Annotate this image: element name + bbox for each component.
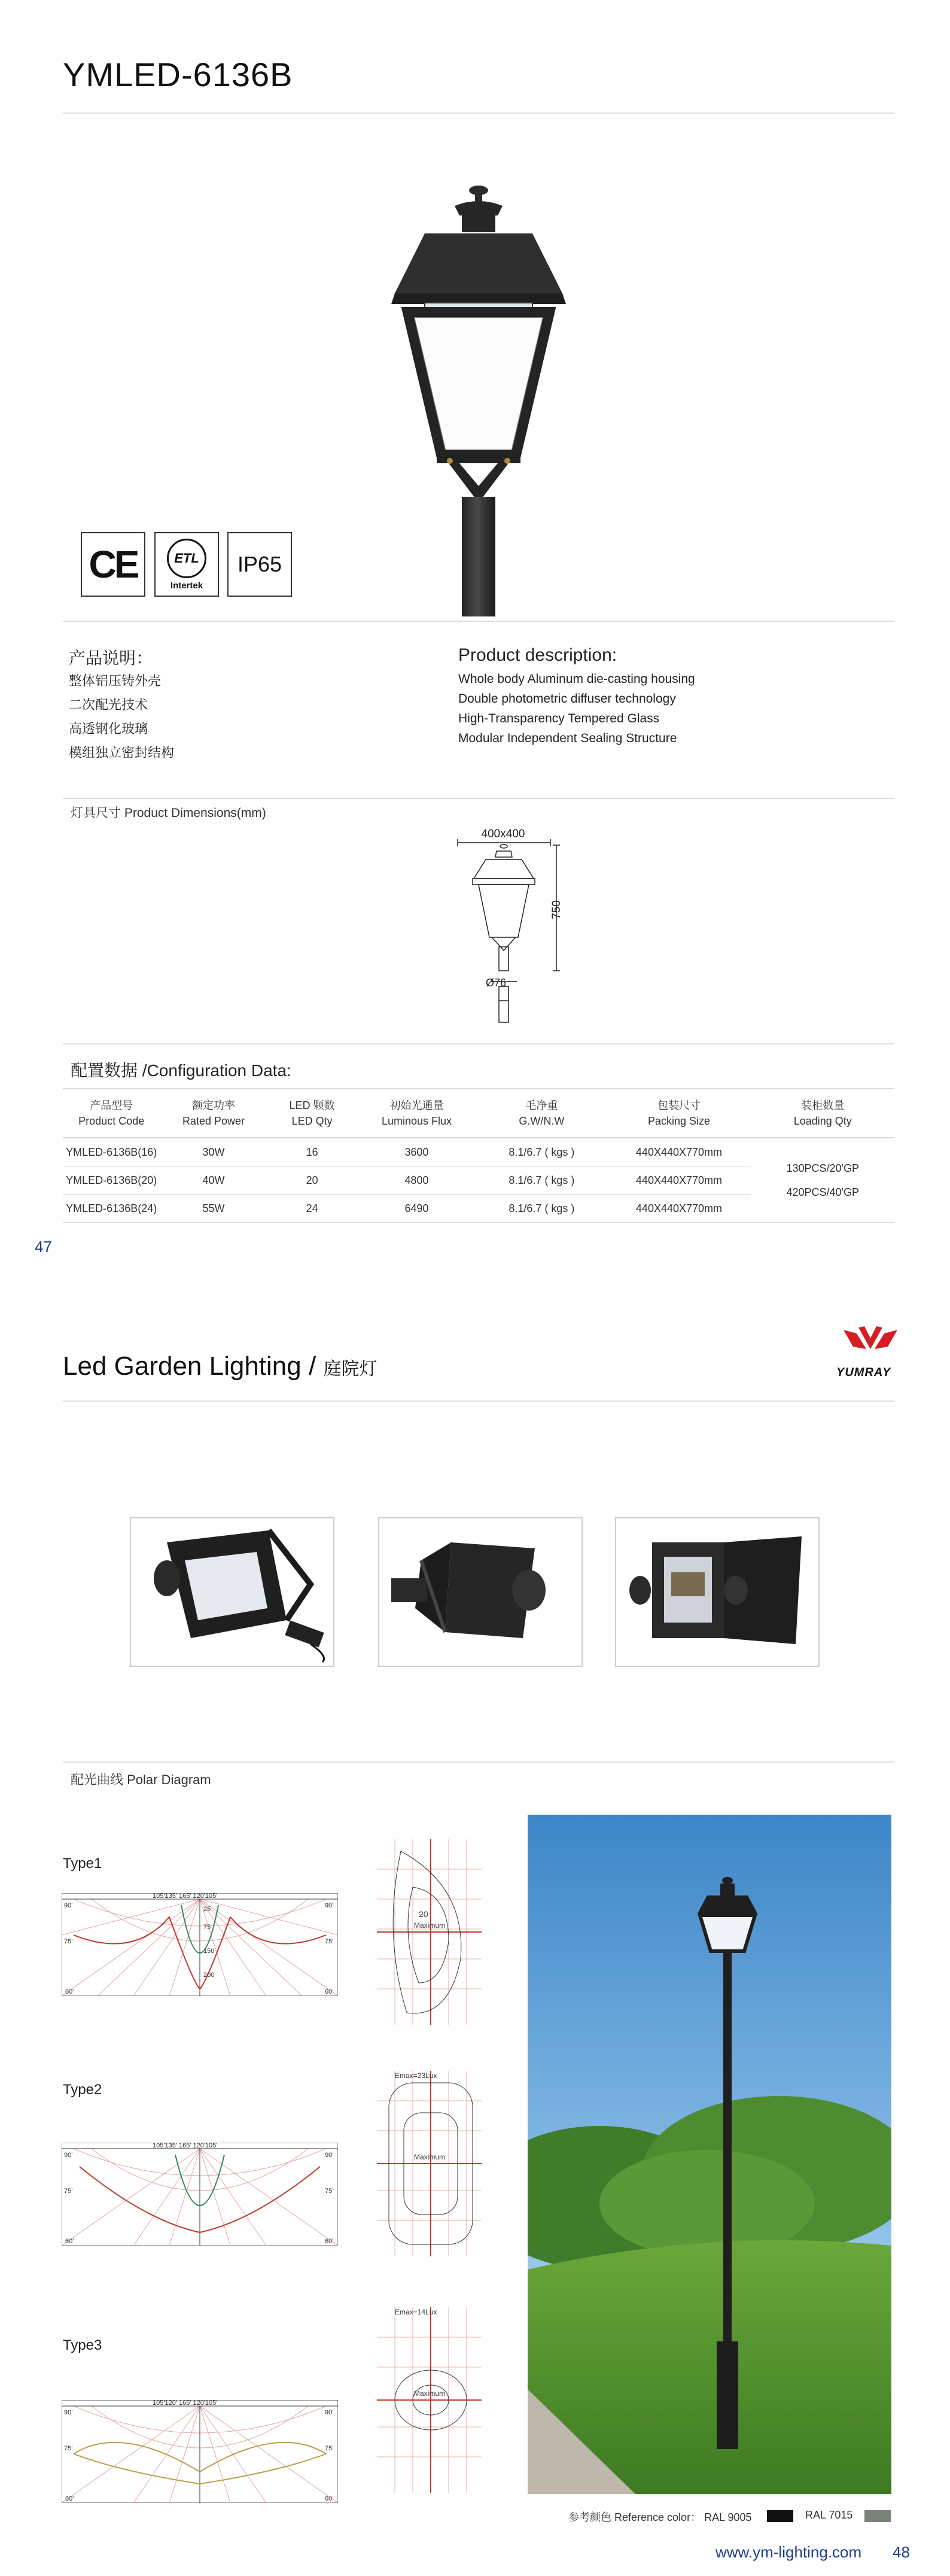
svg-text:75': 75' xyxy=(64,1938,73,1945)
detail-photo-1 xyxy=(130,1517,334,1667)
reference-label: 参考颜色 Reference color： xyxy=(568,2511,702,2523)
svg-text:25: 25 xyxy=(203,1906,211,1913)
section-divider xyxy=(63,1401,894,1402)
cell-flux: 6490 xyxy=(357,1195,477,1223)
col-weight: 毛净重 G.W/N.W xyxy=(476,1089,607,1138)
cert-divider xyxy=(63,621,894,622)
cell-packing: 440X440X770mm xyxy=(607,1167,751,1195)
type2-emax-label: Emax=23Lux xyxy=(395,2071,437,2080)
type3-label: Type3 xyxy=(63,2337,102,2353)
svg-text:60': 60' xyxy=(65,1988,74,1995)
cell-led: 24 xyxy=(267,1195,357,1223)
dimensions-heading: 灯具尺寸 Product Dimensions(mm) xyxy=(71,806,266,820)
svg-text:20: 20 xyxy=(419,1909,428,1919)
desc-en-heading: Product description: xyxy=(458,645,617,665)
cell-code: YMLED-6136B(20) xyxy=(63,1167,160,1195)
col-loading-qty: 装柜数量 Loading Qty xyxy=(751,1089,894,1138)
config-heading: 配置数据 /Configuration Data: xyxy=(71,1061,291,1080)
desc-cn-item: 整体铝压铸外壳 xyxy=(69,673,162,688)
desc-en-item: High-Transparency Tempered Glass xyxy=(458,712,660,725)
detail-photo-1-image xyxy=(131,1518,333,1666)
col-rated-power: 额定功率 Rated Power xyxy=(160,1089,267,1138)
table-row xyxy=(63,1138,894,1167)
svg-text:90': 90' xyxy=(64,1902,73,1909)
reference-c1: RAL 9005 xyxy=(704,2511,752,2523)
desc-en-list xyxy=(458,669,695,748)
svg-text:60': 60' xyxy=(65,2495,74,2502)
svg-text:75': 75' xyxy=(325,1938,334,1945)
svg-text:90': 90' xyxy=(325,2409,334,2416)
type1-polar-chart xyxy=(62,1893,338,1996)
svg-text:90': 90' xyxy=(325,1902,334,1909)
col-luminous-flux: 初始光通量 Luminous Flux xyxy=(357,1089,477,1138)
page-number-47: 47 xyxy=(35,1238,52,1256)
type3-emax-label: Emax=14Lux xyxy=(395,2308,437,2316)
footer-url[interactable]: www.ym-lighting.com xyxy=(715,2543,862,2561)
svg-text:105'135' 165' 120'105': 105'135' 165' 120'105' xyxy=(153,2143,218,2149)
dimensions-divider xyxy=(63,1043,894,1044)
dim-width-label: 400x400 xyxy=(481,828,525,840)
section-title-cn: 庭院灯 xyxy=(323,1359,377,1379)
svg-text:75': 75' xyxy=(325,2445,334,2452)
type1-label: Type1 xyxy=(63,1855,102,1872)
svg-text:75: 75 xyxy=(203,1924,211,1931)
cell-weight: 8.1/6.7 ( kgs ) xyxy=(476,1138,607,1167)
lamp-product-image xyxy=(359,180,598,616)
svg-text:75': 75' xyxy=(64,2445,73,2452)
cell-packing: 440X440X770mm xyxy=(607,1195,751,1223)
col-product-code: 产品型号 Product Code xyxy=(63,1089,160,1138)
desc-cn-item: 二次配光技术 xyxy=(69,697,148,712)
svg-text:200: 200 xyxy=(203,1972,215,1979)
desc-en-item: Modular Independent Sealing Structure xyxy=(458,731,677,745)
cell-flux: 4800 xyxy=(357,1167,477,1195)
desc-cn-item: 模组独立密封结构 xyxy=(69,745,175,760)
type1-isolux-chart xyxy=(377,1839,482,2025)
svg-text:90': 90' xyxy=(325,2152,334,2159)
cell-weight: 8.1/6.7 ( kgs ) xyxy=(476,1167,607,1195)
svg-text:75': 75' xyxy=(325,2188,334,2195)
desc-cn-list xyxy=(69,669,174,765)
color-swatch-7015 xyxy=(864,2510,891,2522)
cell-led: 20 xyxy=(267,1167,357,1195)
config-table xyxy=(63,1088,894,1223)
type2-label: Type2 xyxy=(63,2082,102,2098)
type2-isolux-chart xyxy=(377,2071,482,2256)
svg-text:105'120' 165' 120'105': 105'120' 165' 120'105' xyxy=(153,2400,218,2407)
dimension-drawing xyxy=(455,821,574,1037)
reference-color xyxy=(568,2509,752,2525)
section-title-en: Led Garden Lighting xyxy=(63,1351,302,1381)
cell-loading: 130PCS/20'GP 420PCS/40'GP xyxy=(751,1138,894,1223)
type3-isolux-chart xyxy=(377,2307,482,2493)
type2-polar-chart xyxy=(62,2143,338,2246)
section-title-sep: / xyxy=(308,1351,316,1381)
desc-en-item: Double photometric diffuser technology xyxy=(458,692,676,706)
section-title xyxy=(63,1351,377,1381)
desc-cn-heading: 产品说明： xyxy=(69,649,153,667)
etl-cert-icon: ETL Intertek xyxy=(154,532,219,597)
cell-weight: 8.1/6.7 ( kgs ) xyxy=(476,1195,607,1223)
type3-polar-chart xyxy=(62,2400,338,2503)
page-number-48: 48 xyxy=(893,2543,910,2561)
cell-power: 55W xyxy=(160,1195,267,1223)
product-title: YMLED-6136B xyxy=(63,56,293,93)
cell-flux: 3600 xyxy=(357,1138,477,1167)
detail-photo-2-image xyxy=(379,1518,581,1666)
desc-divider xyxy=(63,798,894,799)
reference-c2: RAL 7015 xyxy=(805,2509,853,2521)
cell-power: 40W xyxy=(160,1167,267,1195)
svg-text:60': 60' xyxy=(65,2238,74,2245)
photos-divider xyxy=(63,1761,894,1763)
col-packing-size: 包装尺寸 Packing Size xyxy=(607,1089,751,1138)
svg-text:150: 150 xyxy=(203,1948,215,1955)
svg-text:90': 90' xyxy=(64,2409,73,2416)
svg-text:60': 60' xyxy=(325,2495,334,2502)
brand-name: YUMRAY xyxy=(836,1366,891,1379)
desc-cn-item: 高透钢化玻璃 xyxy=(69,721,148,736)
type2-maximum-label: Maximum xyxy=(414,2153,446,2161)
detail-photo-3-image xyxy=(616,1518,818,1666)
svg-text:75': 75' xyxy=(64,2188,73,2195)
ip65-cert-icon: IP65 xyxy=(227,532,292,597)
desc-en-item: Whole body Aluminum die-casting housing xyxy=(458,672,695,686)
col-led-qty: LED 颗数 LED Qty xyxy=(267,1089,357,1138)
type1-maximum-label: Maximum xyxy=(414,1921,446,1930)
svg-text:60': 60' xyxy=(325,1988,334,1995)
color-swatch-9005 xyxy=(767,2510,793,2522)
polar-heading: 配光曲线 Polar Diagram xyxy=(71,1772,211,1787)
dim-pole-label: Ø76 xyxy=(486,977,507,989)
cell-code: YMLED-6136B(24) xyxy=(63,1195,160,1223)
svg-text:60': 60' xyxy=(325,2238,334,2245)
cell-packing: 440X440X770mm xyxy=(607,1138,751,1167)
svg-text:90': 90' xyxy=(64,2152,73,2159)
ce-cert-icon: CE xyxy=(81,532,145,597)
type3-maximum-label: Maximum xyxy=(414,2389,446,2398)
garden-scene-photo xyxy=(528,1815,891,2494)
config-header-row xyxy=(63,1089,894,1138)
dim-height-label: 750 xyxy=(550,900,563,919)
svg-text:105'135' 165' 120'105': 105'135' 165' 120'105' xyxy=(153,1893,218,1900)
detail-photo-2 xyxy=(378,1517,583,1667)
yumray-logo-icon xyxy=(838,1323,903,1365)
cell-power: 30W xyxy=(160,1138,267,1167)
title-divider xyxy=(63,113,894,114)
detail-photo-3 xyxy=(615,1517,820,1667)
cell-led: 16 xyxy=(267,1138,357,1167)
cell-code: YMLED-6136B(16) xyxy=(63,1138,160,1167)
